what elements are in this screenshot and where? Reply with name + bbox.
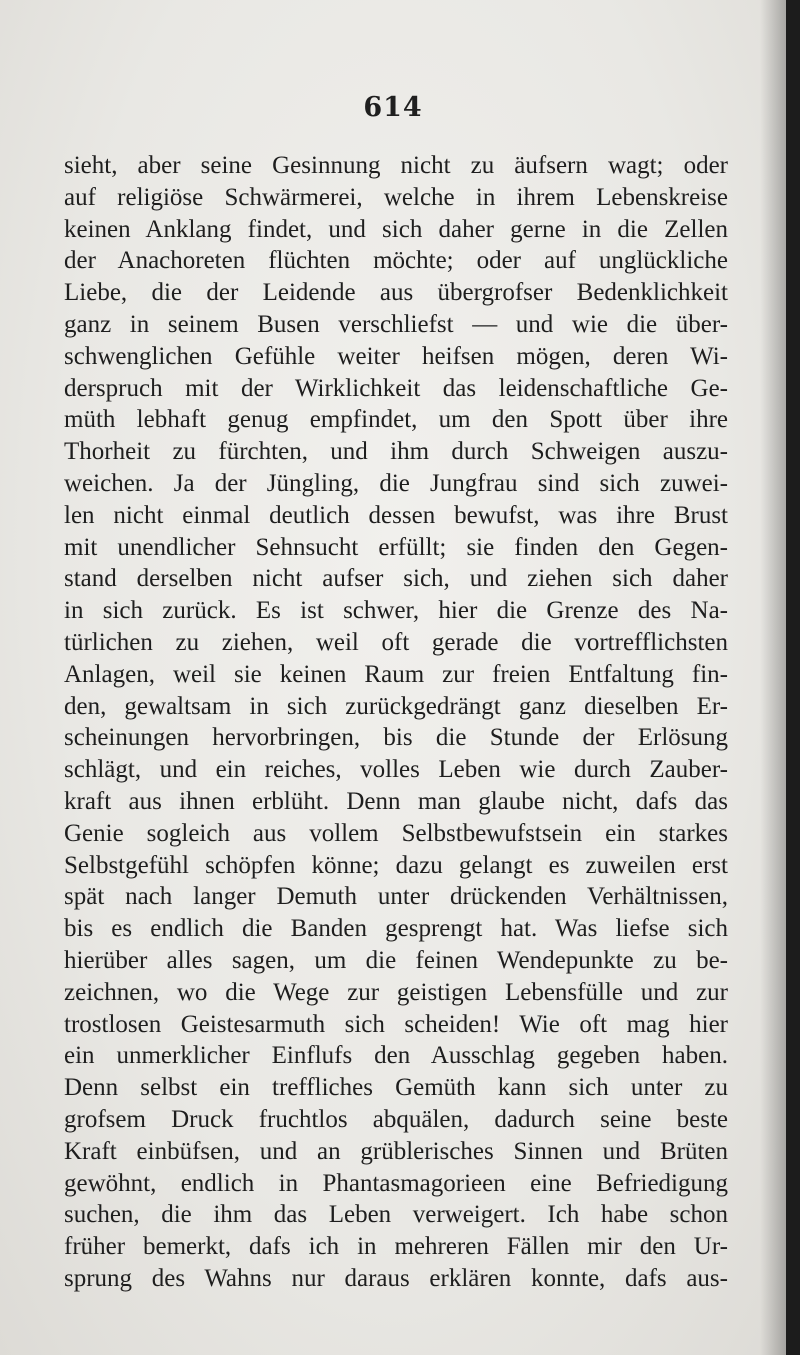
text-line: keinen Anklang findet, und sich daher gerne in die Zellen (64, 215, 728, 243)
text-line: Liebe, die der Leidende aus übergrofser Bedenklichkeit (64, 279, 728, 307)
text-line: Anlagen, weil sie keinen Raum zur freien Entfaltung fin- (64, 660, 728, 688)
page-number: 614 (363, 92, 423, 123)
text-line: kraft aus ihnen erblüht. Denn man glaube nicht, dafs das (64, 787, 728, 815)
text-line: Kraft einbüfsen, und an grüblerisches Sinnen und Brüten (64, 1137, 728, 1165)
text-line: trostlosen Geistesarmuth sich scheiden! Wie oft mag hier (64, 1010, 728, 1038)
text-line: sieht, aber seine Gesinnung nicht zu äufsern wagt; oder (64, 152, 728, 179)
text-line: grofsem Druck fruchtlos abquälen, dadurch seine beste (64, 1105, 728, 1133)
text-line: derspruch mit der Wirklichkeit das leidenschaftliche Ge- (64, 374, 728, 402)
text-line: schwenglichen Gefühle weiter heifsen mögen, deren Wi- (64, 342, 728, 370)
text-line: hierüber alles sagen, um die feinen Wendepunkte zu be- (64, 946, 728, 974)
text-line: bis es endlich die Banden gesprengt hat. Was liefse sich (64, 915, 728, 943)
page-edge-shadow (760, 0, 786, 1355)
text-line: scheinungen hervorbringen, bis die Stunde der Erlösung (64, 724, 728, 752)
text-line: türlichen zu ziehen, weil oft gerade die vortrefflichsten (64, 628, 728, 656)
text-line: Thorheit zu fürchten, und ihm durch Schweigen auszu- (64, 438, 728, 466)
text-line: müth lebhaft genug empfindet, um den Spott über ihre (64, 406, 728, 434)
text-line: spät nach langer Demuth unter drückenden Verhältnissen, (64, 883, 728, 911)
text-line: weichen. Ja der Jüngling, die Jungfrau sind sich zuwei- (64, 469, 728, 497)
text-line: schlägt, und ein reiches, volles Leben wie durch Zauber- (64, 756, 728, 784)
text-line: ein unmerklicher Einflufs den Ausschlag gegeben haben. (64, 1042, 728, 1070)
text-line: der Anachoreten flüchten möchte; oder auf unglückliche (64, 247, 728, 275)
text-line: gewöhnt, endlich in Phantasmagorieen eine Befriedigung (64, 1169, 728, 1197)
text-line: früher bemerkt, dafs ich in mehreren Fällen mir den Ur- (64, 1233, 728, 1261)
text-line: Denn selbst ein treffliches Gemüth kann sich unter zu (64, 1074, 728, 1102)
text-line: in sich zurück. Es ist schwer, hier die Grenze des Na- (64, 597, 728, 625)
text-line: len nicht einmal deutlich dessen bewufst, was ihre Brust (64, 501, 728, 529)
text-line: zeichnen, wo die Wege zur geistigen Lebensfülle und zur (64, 978, 728, 1006)
text-line: suchen, die ihm das Leben verweigert. Ich habe schon (64, 1201, 728, 1229)
text-line: auf religiöse Schwärmerei, welche in ihrem Lebenskreise (64, 183, 728, 211)
text-line: stand derselben nicht aufser sich, und ziehen sich daher (64, 565, 728, 593)
text-line: sprung des Wahns nur daraus erklären konnte, dafs aus- (64, 1264, 728, 1292)
text-line: ganz in seinem Busen verschliefst — und wie die über- (64, 310, 728, 338)
text-line: den, gewaltsam in sich zurückgedrängt ganz dieselben Er- (64, 692, 728, 720)
body-text (64, 150, 728, 1295)
text-line: mit unendlicher Sehnsucht erfüllt; sie finden den Gegen- (64, 533, 728, 561)
text-line: Genie sogleich aus vollem Selbstbewufstsein ein starkes (64, 819, 728, 847)
text-line: Selbstgefühl schöpfen könne; dazu gelangt es zuweilen erst (64, 851, 728, 879)
